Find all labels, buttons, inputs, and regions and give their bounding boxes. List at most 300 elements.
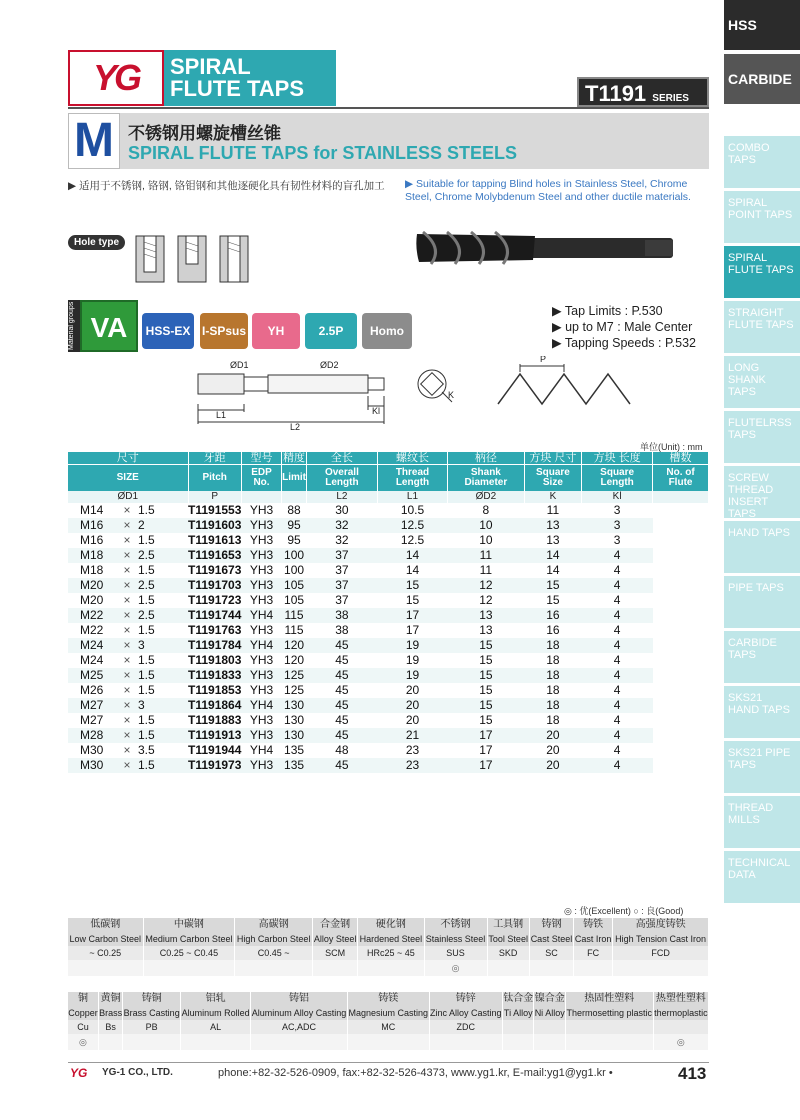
table-row [68,668,709,683]
table-row [68,563,709,578]
table-cell: 115 [282,608,307,623]
material-row-cn [68,918,709,932]
material-cell: Cast Iron [574,934,612,944]
table-cell: M16 [68,518,116,533]
spec-table [68,452,709,773]
table-cell: 32 [335,532,349,547]
material-cell: 热固性塑料 [565,992,653,1006]
note-en: ▶ Suitable for tapping Blind holes in Stainless Steel, Chrome Steel, Chrome Molybdenum Steel and other ductile materials. [405,178,691,203]
material-cell: Ni Alloy [534,1008,565,1018]
table-cell: YH3 [249,592,274,607]
table-cell: 45 [335,712,349,727]
material-cell: SUS [424,946,487,960]
table-cell: M18 [80,562,104,577]
material-cell: Magnesium Casting [348,1008,428,1018]
material-row-en [68,932,709,946]
material-cell: Low Carbon Steel [68,932,143,946]
table-cell: 45 [335,682,349,697]
material-cell [487,960,529,976]
material-table-1 [68,918,709,976]
header-en: Overall Length [306,465,377,491]
table-cell: 20 [546,742,560,757]
table-cell: 32 [306,518,377,533]
footer-divider [68,1062,709,1063]
table-cell: 130 [284,712,305,727]
table-cell: 4 [613,562,621,577]
material-cell: 铝轧 [181,992,251,1006]
material-cell [565,1034,653,1050]
table-cell: T1191613 [188,532,242,547]
table-cell: 3 [613,502,621,517]
material-row-codes [68,1020,709,1034]
table-cell: 130 [282,698,307,713]
material-cell [534,1020,565,1034]
table-cell: 1.5 [138,532,155,547]
table-cell: 15 [479,652,493,667]
header-en: Shank Diameter [448,465,524,491]
table-cell: 4 [613,712,621,727]
table-row [68,503,709,518]
material-cell [143,960,235,976]
bullet-text: Tap Limits : P.530 [564,304,663,318]
material-cell: Cast Steel [530,934,573,944]
table-cell: 1.5 [138,592,155,607]
table-cell: 1.5 [138,758,188,773]
table-cell: 4 [582,548,653,563]
material-cell: High Tension Cast Iron [613,932,709,946]
table-cell: 100 [282,548,307,563]
table-cell: 48 [335,742,349,757]
table-cell: YH4 [241,608,281,623]
table-cell: 4 [582,668,653,683]
table-cell: YH3 [249,502,274,517]
header-cn: 槽数 [653,452,709,465]
table-cell: 4 [582,608,653,623]
side-tab-2[interactable]: COMBO TAPS [724,136,800,188]
header-symbol: L2 [306,491,377,503]
material-cell: C0.25 ~ C0.45 [143,946,235,960]
table-cell: 15 [448,698,524,713]
material-cell: SKD [487,946,529,960]
table-cell: 16 [524,608,582,623]
material-cell: 合金钢 [312,918,357,932]
table-cell: 18 [546,682,560,697]
table-cell: 45 [306,758,377,773]
table-cell: 95 [282,518,307,533]
table-cell: 37 [335,562,349,577]
table-cell: 15 [448,668,524,683]
table-cell: T1191944 [188,742,242,757]
table-cell: 4 [582,578,653,593]
series-word: SERIES [652,93,689,104]
table-cell: 38 [306,608,377,623]
tap-illustration [413,218,681,276]
material-badge-1: I-SPsus [200,313,248,349]
material-cell [98,1034,122,1050]
table-cell: × [116,638,138,653]
table-cell: 17 [377,608,447,623]
material-cell: Tool Steel [488,934,528,944]
material-table-2 [68,992,709,1050]
header-en: EDP No. [241,465,281,491]
table-cell: 95 [287,532,301,547]
material-cell: 高碳钢 [235,918,313,932]
material-cell: MC [347,1020,429,1034]
table-cell: YH3 [241,668,281,683]
material-cell [358,960,424,976]
table-cell: × [116,728,138,743]
side-tab-8[interactable]: SCREW THREAD INSERT TAPS [724,466,800,518]
table-cell: 105 [282,578,307,593]
table-cell: 14 [405,562,420,577]
table-cell: YH4 [241,698,281,713]
table-cell: M30 [80,742,104,757]
material-cell: Aluminum Rolled [181,1008,250,1018]
material-cell: C0.45 ~ [235,946,313,960]
table-row [68,728,709,743]
table-cell: 2 [138,518,188,533]
material-cell [251,1034,348,1050]
side-tab-15[interactable]: TECHNICAL DATA [724,851,800,903]
table-row [68,758,709,773]
header-symbol: K [524,491,582,503]
material-group-label: Material groups [68,300,80,352]
table-cell: 12 [479,592,493,607]
table-cell: 1.5 [138,712,155,727]
side-tab-6[interactable]: LONG SHANK TAPS [724,356,800,408]
side-tab-13[interactable]: SKS21 PIPE TAPS [724,741,800,793]
material-cell: HRc25 ~ 45 [358,946,424,960]
table-cell: T1191744 [188,607,242,622]
header-cn: 柄径 [448,452,524,465]
hole-type-icon [130,232,260,288]
material-cell: 铸铜 [123,992,181,1006]
va-badge: VA [80,300,138,352]
table-row [68,623,709,638]
header-en: Square Size [524,465,582,491]
material-cell: 工具钢 [487,918,529,932]
bullet-2: ▶ up to M7 : Male Center [552,320,693,334]
table-cell: × [116,758,138,773]
side-tab-5[interactable]: STRAIGHT FLUTE TAPS [724,301,800,353]
table-cell: 4 [613,622,621,637]
table-cell: 2.5 [138,608,188,623]
material-cell: 铸铁 [574,918,613,932]
table-row [68,608,709,623]
table-cell: 23 [405,742,420,757]
table-cell: T1191784 [188,637,242,652]
table-cell: 4 [582,698,653,713]
table-cell: 4 [613,682,621,697]
header-en: No. of Flute [653,465,709,491]
table-cell: T1191864 [188,697,242,712]
table-cell: M25 [68,668,116,683]
material-cell [534,1034,565,1050]
table-cell: T1191833 [188,667,242,682]
table-cell: 120 [284,652,305,667]
material-cell: 镍合金 [534,993,565,1004]
cn-title: 不锈钢用螺旋槽丝锥 [128,124,281,143]
table-cell: YH3 [249,682,274,697]
table-cell: 2.5 [138,548,188,563]
bullet-3: ▶ Tapping Speeds : P.532 [552,336,697,350]
table-cell: 17 [448,758,524,773]
material-badge-0: HSS-EX [142,313,194,349]
table-cell: 18 [524,638,582,653]
table-cell: 12 [448,578,524,593]
table-cell: 21 [377,728,447,743]
header-cn: 尺寸 [68,452,188,465]
table-cell: 15 [405,592,420,607]
material-cell [429,1034,503,1050]
table-cell: 13 [524,518,582,533]
table-cell: 20 [524,758,582,773]
table-cell: 4 [613,592,621,607]
table-cell: M22 [68,608,116,623]
table-cell: 37 [335,592,349,607]
header-en: SIZE [68,465,188,491]
divider [68,107,709,109]
material-cell: Brass [99,1008,123,1018]
side-tab-11[interactable]: CARBIDE TAPS [724,631,800,683]
material-cell: 铸锌 [429,992,503,1006]
table-cell: × [123,592,131,607]
table-cell: M24 [80,652,104,667]
material-badge-4: Homo [362,313,412,349]
header-symbol: L1 [377,491,447,503]
side-tab-0[interactable]: HSS [724,0,800,50]
side-tab-14[interactable]: THREAD MILLS [724,796,800,848]
table-cell: M27 [80,712,104,727]
table-cell: × [116,578,138,593]
header-en: Square Length [582,465,653,491]
table-cell: M20 [68,578,116,593]
material-cell: ◎ [68,1034,98,1050]
page-number: 413 [678,1064,707,1083]
header-symbol: P [188,491,241,503]
table-cell: 4 [582,728,653,743]
table-cell: M30 [68,758,116,773]
material-cell: AL [181,1020,251,1034]
table-cell: T1191973 [188,757,242,772]
table-cell: T1191723 [188,592,242,607]
rating-legend: ◎ : 优(Excellent) ○ : 良(Good) [564,906,684,916]
table-cell: T1191803 [188,652,242,667]
table-cell: 23 [377,758,447,773]
side-tab-4[interactable]: SPIRAL FLUTE TAPS [724,246,800,298]
material-cell: thermoplastic [654,1008,708,1018]
table-cell: 15 [479,712,493,727]
material-row-rating [68,960,709,976]
material-row-en [68,1006,709,1020]
table-cell: 15 [546,592,560,607]
material-cell: 铸钢 [529,918,573,932]
header-cn: 全长 [306,452,377,465]
table-cell: 13 [546,532,560,547]
side-tab-7[interactable]: FLUTELRSS TAPS [724,411,800,463]
side-tab-1[interactable]: CARBIDE [724,54,800,104]
table-cell: 120 [282,638,307,653]
table-cell: 11 [479,562,493,577]
material-row-cn [68,992,709,1006]
bullet-1: ▶ Tap Limits : P.530 [552,304,663,318]
header-cn: 方块 长度 [582,452,653,465]
table-cell: 16 [546,622,560,637]
material-cell: Ti Alloy [503,1008,533,1018]
table-cell: 19 [377,638,447,653]
table-cell: T1191553 [188,502,242,517]
material-cell [312,960,357,976]
material-cell [123,1034,181,1050]
material-cell [503,1020,534,1034]
table-cell: 3 [138,638,188,653]
table-cell: YH3 [241,578,281,593]
table-cell: 45 [306,668,377,683]
table-cell: YH3 [249,652,274,667]
header-en: Pitch [188,465,241,491]
material-cell: 不锈钢 [424,918,487,932]
material-cell: ◎ [653,1034,708,1050]
side-tab-3[interactable]: SPIRAL POINT TAPS [724,191,800,243]
header-cn: 型号 [241,452,281,465]
material-cell: AC,ADC [251,1020,348,1034]
material-cell: High Carbon Steel [235,932,313,946]
table-cell: 11 [448,548,524,563]
table-cell: T1191653 [188,547,242,562]
table-cell: 18 [524,698,582,713]
table-cell: 19 [377,668,447,683]
table-cell: 10 [479,532,493,547]
d1-label: ØD1 [230,360,249,370]
table-row [68,593,709,608]
material-cell: PB [123,1020,181,1034]
table-row [68,698,709,713]
table-cell: 20 [377,698,447,713]
table-cell: 12.5 [400,532,425,547]
dimension-diagram [180,356,700,436]
contact-info: phone:+82-32-526-0909, fax:+82-32-526-4373, www.yg1.kr, E-mail:yg1@yg1.kr • [218,1067,613,1079]
table-cell: 4 [613,742,621,757]
material-cell: ZDC [429,1020,503,1034]
table-cell: 15 [479,682,493,697]
table-cell: 1.5 [138,682,155,697]
en-title: SPIRAL FLUTE TAPS for STAINLESS STEELS [128,143,518,163]
table-cell: × [123,682,131,697]
material-cell: Copper [68,1008,98,1018]
material-cell: Brass Casting [123,1008,180,1018]
table-cell: × [116,518,138,533]
table-cell: T1191883 [188,712,242,727]
table-cell: 15 [524,578,582,593]
table-cell: M20 [80,592,104,607]
table-cell: 37 [306,578,377,593]
logo-text: YG [92,57,139,98]
side-tab-10[interactable]: PIPE TAPS [724,576,800,628]
table-row [68,713,709,728]
table-row [68,578,709,593]
table-cell: × [116,698,138,713]
material-cell: 钛合金 [503,993,534,1004]
table-cell: 13 [479,622,493,637]
table-cell: YH3 [241,758,281,773]
material-cell: 低碳钢 [68,918,143,932]
table-cell: 20 [405,682,420,697]
table-cell: 45 [306,728,377,743]
material-cell: Medium Carbon Steel [143,932,235,946]
table-cell: 18 [524,668,582,683]
table-cell: × [123,532,131,547]
table-row [68,743,709,758]
title-line1: SPIRAL [170,54,251,79]
table-cell: 15 [377,578,447,593]
table-cell: 17 [479,742,493,757]
table-cell: 135 [284,742,305,757]
material-cell [68,960,143,976]
table-cell: YH3 [249,532,274,547]
table-cell: × [123,742,131,757]
table-cell: M28 [68,728,116,743]
side-tab-9[interactable]: HAND TAPS [724,521,800,573]
table-cell: 14 [377,548,447,563]
table-cell: 88 [287,502,301,517]
table-cell: 4 [582,758,653,773]
table-cell: T1191673 [188,562,242,577]
table-cell: 1.5 [138,668,188,683]
material-cell [181,1034,251,1050]
table-cell: M24 [68,638,116,653]
table-cell: 12.5 [377,518,447,533]
table-row [68,518,709,533]
header-en: Thread Length [377,465,447,491]
l2-label: L2 [290,422,301,432]
d2-label: ØD2 [320,360,339,370]
l1-label: L1 [216,410,227,420]
footer-logo: YG [70,1066,88,1080]
table-cell: 17 [448,728,524,743]
table-cell: 13 [448,608,524,623]
header-symbol: ØD1 [68,491,188,503]
table-cell: 10 [448,518,524,533]
series-code: T1191 [585,81,647,106]
table-cell: 1.5 [138,562,155,577]
table-cell: 3.5 [138,742,155,757]
title-line2: FLUTE TAPS [170,76,305,101]
material-cell [613,960,709,976]
material-cell: 铜 [68,992,98,1006]
table-cell: YH3 [241,518,281,533]
table-cell: YH3 [241,548,281,563]
material-cell: Aluminum Alloy Casting [251,1008,347,1018]
material-cell [503,1034,534,1050]
material-badge-2: YH [252,313,300,349]
material-cell: 硬化钢 [358,918,424,932]
table-cell: 4 [613,652,621,667]
table-cell: T1191603 [188,517,242,532]
side-tab-12[interactable]: SKS21 HAND TAPS [724,686,800,738]
table-cell: M14 [80,502,104,517]
table-cell: × [123,712,131,727]
table-cell: 1.5 [138,728,188,743]
table-row [68,548,709,563]
header-symbol [282,491,307,503]
material-cell: 中碳钢 [143,918,235,932]
table-cell: 3 [613,532,621,547]
table-cell: × [123,562,131,577]
table-cell: 45 [306,638,377,653]
table-cell: 18 [546,652,560,667]
table-cell: 105 [284,592,305,607]
table-cell: 30 [335,502,349,517]
